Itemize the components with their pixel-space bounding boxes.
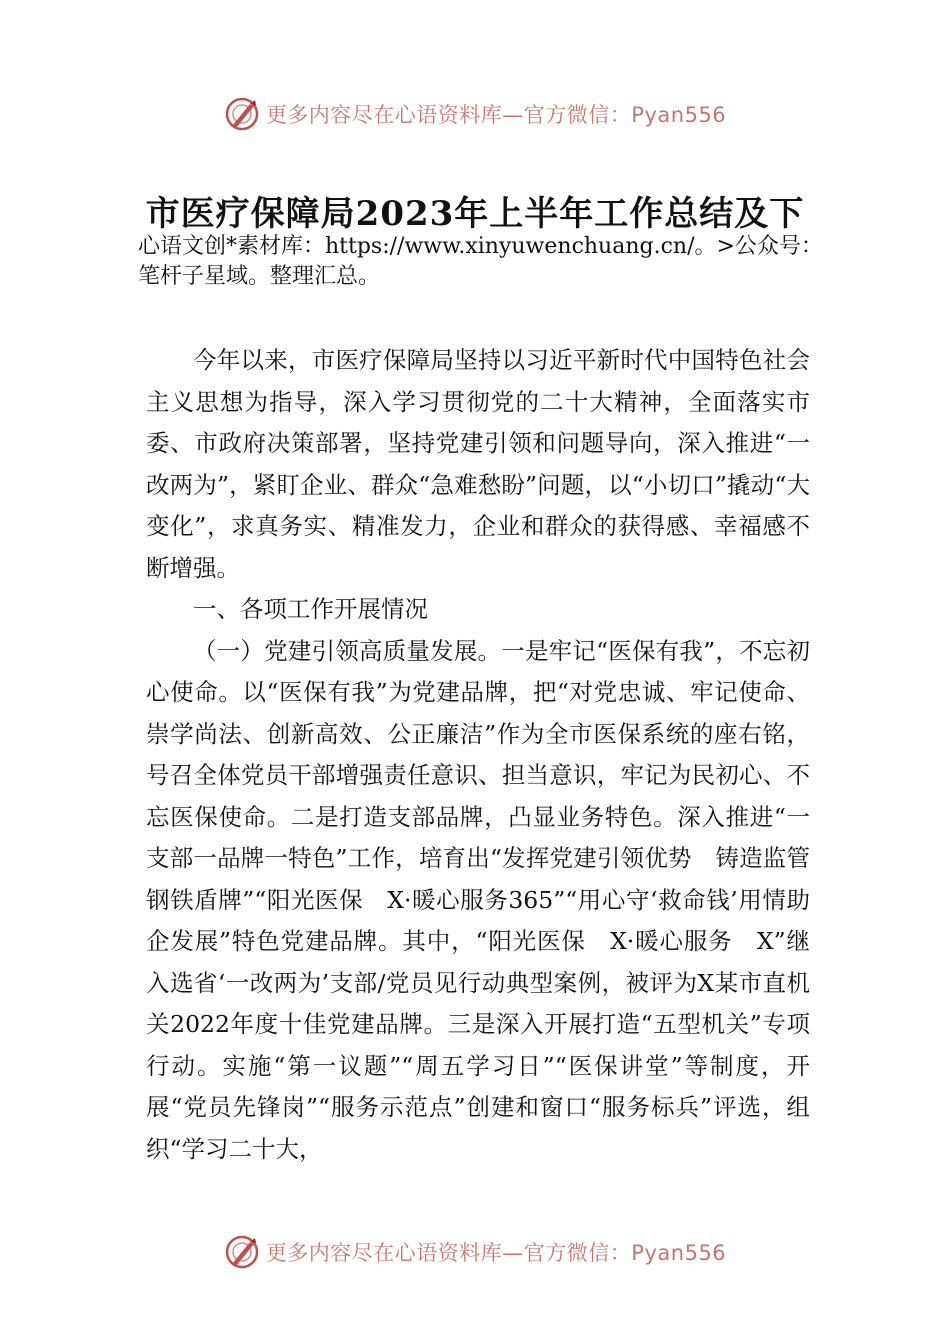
section-heading: 一、各项工作开展情况 <box>193 595 428 623</box>
header-banner-text: 更多内容尽在心语资料库—官方微信：Pyan556 <box>265 103 727 127</box>
header-banner <box>0 94 950 134</box>
paragraph-party-building: （一）党建引领高质量发展。一是牢记“医保有我”，不忘初心使命。以“医保有我”为党建品牌，把“对党忠诚、牢记使命、崇学尚法、创新高效、公正廉洁”作为全市医保系统的座右铭，号召全体党员干部增强责任意识、担当意识，牢记为民初心、不忘医保使命。二是打造支部品牌，凸显业务特色。深入推进“一支部一品牌一特色”工作，培育出“发挥党建引领优势 铸造监管钢铁盾牌”“阳光医保 X·暖心服务365”“用心守‘救命钱’用情助企发展”特色党建品牌。其中，“阳光医保 X·暖心服务 X”继入选省‘一改两为’支部/党员见行动典型案例，被评为X某市直机关2022年度十佳党建品牌。三是深入开展打造“五型机关”专项行动。实施“第一议题”“周五学习日”“医保讲堂”等制度，开展“党员先锋岗”“服务示范点”创建和窗口“服务标兵”评选，组织“学习二十大， <box>146 636 810 1163</box>
document-title: 市医疗保障局2023年上半年工作总结及下 <box>145 194 805 234</box>
source-note: 心语文创*素材库：https://www.xinyuwenchuang.cn/。>公众号：笔杆子星域。整理汇总。 <box>138 234 823 289</box>
footer-banner <box>0 1232 950 1272</box>
pen-logo-icon <box>224 1234 260 1270</box>
pen-logo-icon <box>224 96 260 132</box>
footer-banner-text: 更多内容尽在心语资料库—官方微信：Pyan556 <box>265 1241 727 1265</box>
paragraph-intro: 今年以来，市医疗保障局坚持以习近平新时代中国特色社会主义思想为指导，深入学习贯彻党的二十大精神，全面落实市委、市政府决策部署，坚持党建引领和问题导向，深入推进“一改两为”，紧盯企业、群众“急难愁盼”问题，以“小切口”撬动“大变化”，求真务实、精准发力，企业和群众的获得感、幸福感不断增强。 <box>146 346 810 582</box>
document-body <box>146 340 810 1170</box>
